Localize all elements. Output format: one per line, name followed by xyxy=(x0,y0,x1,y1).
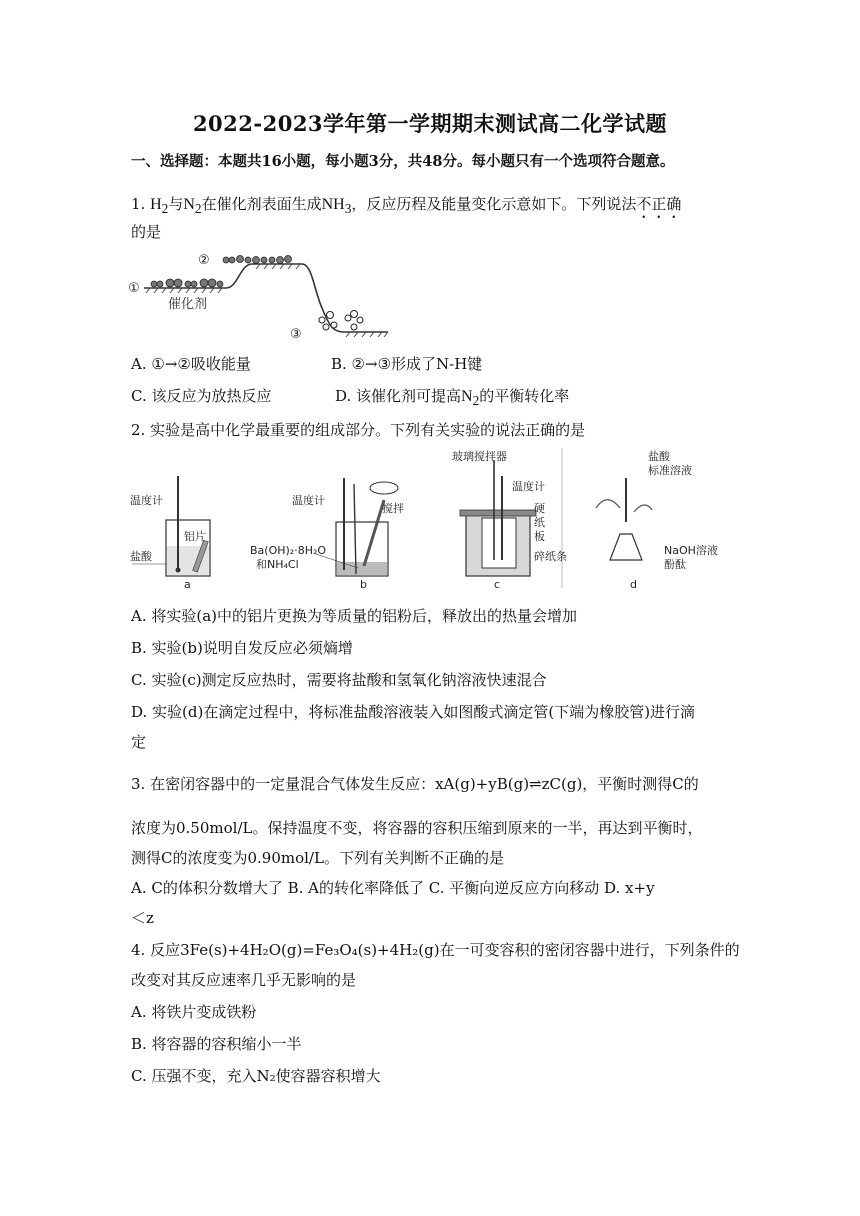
q2-option-d-cont: 定 xyxy=(131,733,147,751)
q2-option-a: A. 将实验(a)中的铝片更换为等质量的铝粉后，释放出的热量会增加 xyxy=(131,607,578,625)
stem-text-2: ，反应历程及能量变化示意如下。下列说法 xyxy=(351,195,637,213)
d-naoh-label: NaOH溶液 xyxy=(664,544,718,557)
q1-option-c: C. 该反应为放热反应 xyxy=(131,387,272,405)
a-thermometer-label: 温度计 xyxy=(130,494,163,507)
formula-n2-option xyxy=(461,388,480,409)
d-standard-label: 标准溶液 xyxy=(648,464,692,477)
c-board-label-2: 纸 xyxy=(534,516,545,529)
experiment-figures xyxy=(126,448,736,596)
state-label-2: ② xyxy=(198,253,210,268)
b-thermometer-label: 温度计 xyxy=(292,494,325,507)
n2-option-subscript: 2 xyxy=(472,393,480,409)
question-4-line-1: 4. 反应3Fe(s)+4H₂O(g)=Fe₃O₄(s)+4H₂(g)在一可变容积的密闭容器中进行，下列条件的 xyxy=(131,941,740,959)
q1-option-b: B. ②→③形成了N-H键 xyxy=(331,355,483,373)
question-3-line-3: 测得C的浓度变为0.90mol/L。下列有关判断不正确的是 xyxy=(131,849,504,867)
nh3-symbol: NH xyxy=(321,196,345,213)
section-heading: 一、选择题：本题共16小题，每小题3分，共48分。每小题只有一个选项符合题意。 xyxy=(131,153,675,170)
n2-symbol: N xyxy=(183,196,195,213)
option-d-text-2: 的平衡转化率 xyxy=(479,387,570,405)
h2-subscript: 2 xyxy=(161,201,169,217)
b-stir-label: 搅拌 xyxy=(382,502,404,515)
n2-option-symbol: N xyxy=(461,388,473,405)
h2-symbol: H xyxy=(150,196,162,213)
n2-subscript: 2 xyxy=(194,201,202,217)
question-4-line-2: 改变对其反应速率几乎无影响的是 xyxy=(131,971,357,989)
c-caption: c xyxy=(494,578,501,591)
catalyst-label: 催化剂 xyxy=(168,297,208,312)
question-1-stem xyxy=(131,194,681,222)
state-label-1: ① xyxy=(128,281,140,296)
formula-nh3 xyxy=(321,196,352,217)
c-paper-label: 碎纸条 xyxy=(534,550,567,563)
c-board-label-3: 板 xyxy=(534,530,545,543)
d-caption: d xyxy=(630,578,637,591)
q3-options-cont: ＜z xyxy=(131,909,154,927)
experiment-b xyxy=(250,478,404,591)
q2-option-d: D. 实验(d)在滴定过程中，将标准盐酸溶液装入如图酸式滴定管(下端为橡胶管)进行滴 xyxy=(131,703,696,721)
q2-option-c: C. 实验(c)测定反应热时，需要将盐酸和氢氧化钠溶液快速混合 xyxy=(131,671,547,689)
q4-option-a: A. 将铁片变成铁粉 xyxy=(131,1003,257,1021)
page-title: 2022-2023学年第一学期期末测试高二化学试题 xyxy=(192,111,668,136)
nh3-subscript: 3 xyxy=(344,201,352,217)
b-reagent-label-2: 和NH₄Cl xyxy=(256,558,299,571)
state-label-3: ③ xyxy=(290,327,302,342)
experiment-a xyxy=(130,476,210,591)
q3-options: A. C的体积分数增大了 B. A的转化率降低了 C. 平衡向逆反应方向移动 D. x+y xyxy=(131,879,655,897)
q4-option-b: B. 将容器的容积缩小一半 xyxy=(131,1035,302,1053)
a-acid-label: 盐酸 xyxy=(130,550,152,563)
reaction-energy-diagram xyxy=(126,248,396,344)
experiment-c xyxy=(452,448,567,591)
a-aluminum-label: 铝片 xyxy=(184,530,206,543)
question-3-line-1: 3. 在密闭容器中的一定量混合气体发生反应：xA(g)+yB(g)⇌zC(g)，平衡时测得C的 xyxy=(131,775,699,793)
question-1-stem-cont: 的是 xyxy=(131,223,162,241)
question-2-stem: 2. 实验是高中化学最重要的组成部分。下列有关实验的说法正确的是 xyxy=(131,421,586,439)
q1-option-a: A. ①→②吸收能量 xyxy=(131,355,251,373)
q1-option-d xyxy=(335,386,569,411)
c-thermometer-label: 温度计 xyxy=(512,480,545,493)
conjunction-text: 与 xyxy=(168,195,184,213)
b-reagent-label-1: Ba(OH)₂·8H₂O xyxy=(250,544,327,557)
c-board-label-1: 硬 xyxy=(534,502,545,515)
stem-text-1: 在催化剂表面生成 xyxy=(201,195,322,213)
experiment-d xyxy=(596,449,718,591)
a-caption: a xyxy=(184,578,191,591)
formula-h2 xyxy=(150,196,169,217)
question-3-line-2: 浓度为0.50mol/L。保持温度不变，将容器的容积压缩到原来的一半，再达到平衡时， xyxy=(131,819,703,837)
q4-option-c: C. 压强不变，充入N₂使容器容积增大 xyxy=(131,1067,381,1085)
formula-n2 xyxy=(183,196,202,217)
question-number: 1. xyxy=(131,195,146,213)
d-acid-label: 盐酸 xyxy=(648,450,670,463)
option-d-text-1: D. 该催化剂可提高 xyxy=(335,387,462,405)
q2-option-b: B. 实验(b)说明自发反应必须熵增 xyxy=(131,639,353,657)
d-phenolphthalein-label: 酚酞 xyxy=(664,558,686,571)
b-caption: b xyxy=(360,578,367,591)
emphasis-not-correct: 不正确 xyxy=(636,195,682,213)
c-stirrer-label: 玻璃搅拌器 xyxy=(452,450,507,463)
